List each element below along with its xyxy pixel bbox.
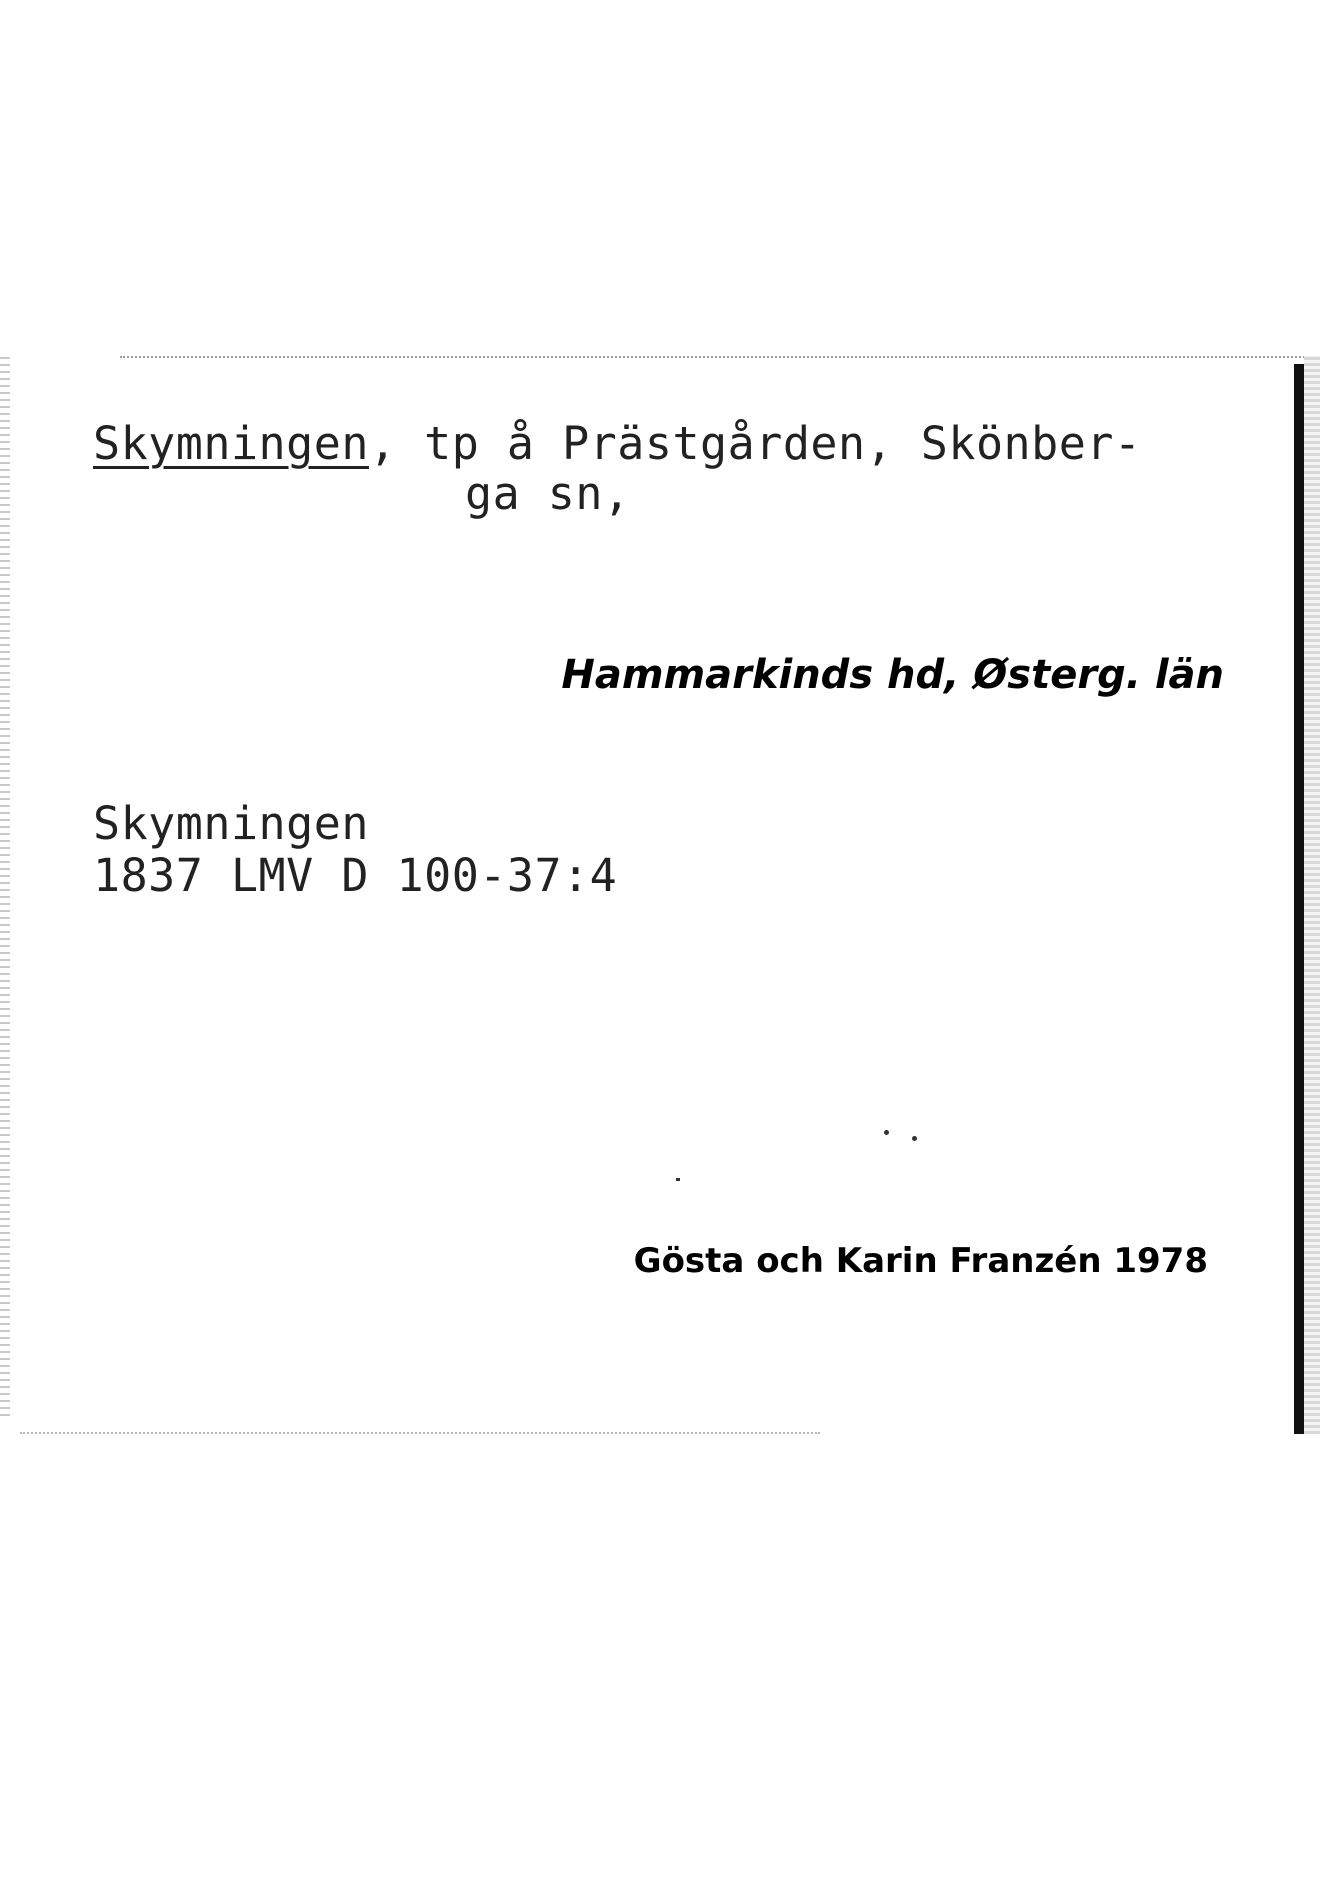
ink-speck bbox=[912, 1136, 917, 1141]
card-right-texture bbox=[1304, 356, 1320, 1434]
entry-headline-continuation: ga sn, bbox=[465, 467, 631, 520]
card-bottom-edge bbox=[20, 1432, 820, 1434]
credit-line: Gösta och Karin Franzén 1978 bbox=[633, 1241, 1208, 1281]
source-reference: 1837 LMV D 100-37:4 bbox=[93, 849, 618, 902]
entry-headline bbox=[93, 418, 1142, 470]
card-right-edge bbox=[1294, 364, 1304, 1434]
region-label: Hammarkinds hd, Østerg. län bbox=[561, 652, 1224, 698]
source-name: Skymningen bbox=[93, 797, 369, 850]
card-top-edge bbox=[120, 356, 1320, 358]
place-name: Skymningen bbox=[93, 417, 369, 470]
ink-speck bbox=[676, 1178, 680, 1181]
place-description: , tp å Prästgården, Skönber- bbox=[368, 417, 1142, 470]
index-card bbox=[0, 356, 1320, 1434]
ink-speck bbox=[884, 1130, 889, 1135]
card-left-edge bbox=[0, 356, 10, 1416]
